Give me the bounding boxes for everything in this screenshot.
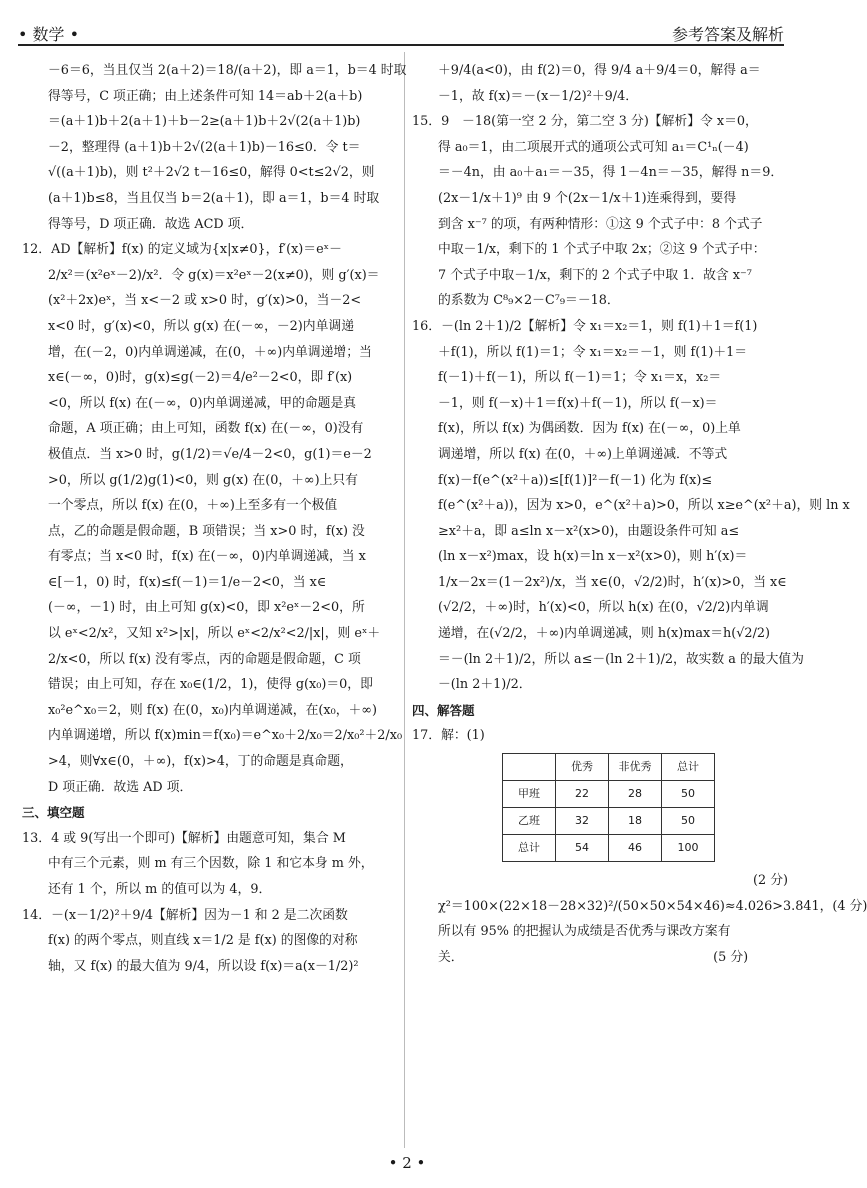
table-row: [503, 808, 715, 835]
right-text-bottom: [412, 868, 867, 970]
text-line: 得等号，C 项正确；由上述条件可知 14＝ab＋2(a＋b): [48, 88, 363, 104]
table-row: [503, 835, 715, 862]
text-line: 得 a₀＝1，由二项展开式的通项公式可知 a₁＝C¹ₙ(－4): [438, 139, 749, 155]
text-line: x∈(－∞，0)时，g(x)≤g(－2)＝4/e²－2<0，即 f′(x): [48, 370, 353, 386]
table-cell: 50: [662, 781, 715, 808]
text-line: ＋9/4(a<0)，由 f(2)＝0，得 9/4 a＋9/4＝0，解得 a＝: [438, 63, 761, 78]
text-line: 以 eˣ<2/x²，又知 x²>|x|，所以 eˣ<2/x²<2/|x|，则 eˣ＋: [48, 626, 381, 642]
text-line: (a＋1)b≤8，当且仅当 b＝2(a＋1)，即 a＝1，b＝4 时取: [48, 190, 380, 206]
text-line: 调递增，所以 f(x) 在(0，＋∞)上单调递减．不等式: [438, 446, 728, 462]
text-line: ＝－(ln 2＋1)/2，所以 a≤－(ln 2＋1)/2，故实数 a 的最大值为: [438, 651, 804, 667]
table-cell: 甲班: [503, 781, 556, 808]
text-line: 有零点；当 x<0 时，f(x) 在(－∞，0)内单调递减，当 x: [48, 549, 366, 565]
text-line: 极值点．当 x>0 时，g(1/2)＝√e/4－2<0，g(1)＝e－2: [48, 446, 372, 462]
text-line: －6＝6，当且仅当 2(a＋2)＝18/(a＋2)，即 a＝1，b＝4 时取: [48, 63, 407, 78]
text-line: 14．－(x－1/2)²＋9/4【解析】因为－1 和 2 是二次函数: [22, 907, 348, 923]
text-line: >0，所以 g(1/2)g(1)<0，则 g(x) 在(0，＋∞)上只有: [48, 472, 358, 488]
text-line: 中取－1/x，剩下的 1 个式子中取 2x；②这 9 个式子中：: [438, 242, 766, 258]
text-line: 15．9 －18(第一空 2 分，第二空 3 分)【解析】令 x＝0，: [412, 114, 758, 130]
text-line: 所以有 95% 的把握认为成绩是否优秀与课改方案有: [438, 924, 731, 940]
table-cell: 32: [556, 808, 609, 835]
table-header-cell: 非优秀: [609, 754, 662, 781]
text-line: χ²＝100×(22×18－28×32)²/(50×50×54×46)≈4.026>3.841，(4 分): [438, 898, 867, 914]
text-line: 点，乙的命题是假命题，B 项错误；当 x>0 时，f(x) 没: [48, 523, 365, 539]
table-row: [503, 781, 715, 808]
page-header: [18, 20, 784, 46]
text-line: 2/x²＝(x²eˣ－2)/x²．令 g(x)＝x²eˣ－2(x≠0)，则 g′(x)＝: [48, 267, 380, 283]
text-line: f(e^(x²＋a))，因为 x>0，e^(x²＋a)>0，所以 x≥e^(x²＋a)，则 ln x: [438, 498, 850, 514]
text-line: 增，在(－2，0)内单调递减，在(0，＋∞)内单调递增；当: [48, 344, 372, 360]
table-cell: 54: [556, 835, 609, 862]
text-line: f(－1)＋f(－1)，所以 f(－1)＝1；令 x₁＝x，x₂＝: [438, 370, 722, 386]
table-cell: 18: [609, 808, 662, 835]
left-column: [22, 58, 407, 979]
right-column: [412, 58, 867, 970]
text-line: (－∞，－1) 时，由上可知 g(x)<0，即 x²eˣ－2<0，所: [48, 600, 365, 616]
table-header-row: [503, 754, 715, 781]
table-cell: 总计: [503, 835, 556, 862]
text-line: 到含 x⁻⁷ 的项，有两种情形：①这 9 个式子中：8 个式子: [438, 216, 763, 232]
text-line: ≥x²＋a，即 a≤ln x－x²(x>0)，由题设条件可知 a≤: [438, 523, 740, 539]
contingency-table: [502, 753, 715, 862]
table-header-cell: [503, 754, 556, 781]
text-line: ＝－4n，由 a₀＋a₁＝－35，得 1－4n＝－35，解得 n＝9．: [438, 165, 784, 181]
text-line: 中有三个元素，则 m 有三个因数，除 1 和它本身 m 外，: [48, 856, 374, 872]
column-divider: [404, 52, 405, 1148]
text-line: D 项正确．故选 AD 项．: [48, 779, 193, 795]
table-cell: 乙班: [503, 808, 556, 835]
section-heading: 四、解答题: [412, 702, 475, 718]
text-line: <0，所以 f(x) 在(－∞，0)内单调递减，甲的命题是真: [48, 395, 357, 411]
text-line: x<0 时，g′(x)<0，所以 g(x) 在(－∞，－2)内单调递: [48, 318, 354, 334]
text-line: －1，则 f(－x)＋1＝f(x)＋f(－1)，所以 f(－x)＝: [438, 395, 718, 411]
header-title: 参考答案及解析: [671, 25, 784, 44]
text-line: >4，则∀x∈(0，＋∞)，f(x)>4，丁的命题是真命题，: [48, 754, 353, 770]
text-line: 17．解：(1): [412, 728, 485, 744]
text-line: 内单调递增，所以 f(x)min＝f(x₀)＝e^x₀＋2/x₀＝2/x₀²＋2/x₀: [48, 728, 403, 744]
table-cell: 100: [662, 835, 715, 862]
text-line: √((a＋1)b)，则 t²＋2√2 t－16≤0，解得 0<t≤2√2，则: [48, 165, 375, 181]
table-cell: 22: [556, 781, 609, 808]
text-line: 的系数为 C⁸₉×2－C⁷₉＝－18．: [438, 293, 620, 309]
text-line: 关． (5 分): [438, 949, 749, 965]
text-line: (√2/2，＋∞)时，h′(x)<0，所以 h(x) 在(0，√2/2)内单调: [438, 600, 769, 616]
text-line: ∈[－1，0) 时，f(x)≤f(－1)＝1/e－2<0，当 x∈: [48, 574, 327, 590]
text-line: 12．AD【解析】f(x) 的定义域为{x|x≠0}，f′(x)＝eˣ－: [22, 242, 342, 258]
table-cell: 50: [662, 808, 715, 835]
right-text-top: [412, 58, 850, 749]
text-line: 轴，又 f(x) 的最大值为 9/4，所以设 f(x)＝a(x－1/2)²: [48, 958, 359, 974]
text-line: 2/x<0，所以 f(x) 没有零点，丙的命题是假命题，C 项: [48, 651, 361, 667]
section-heading: 三、填空题: [22, 805, 85, 821]
text-line: 还有 1 个，所以 m 的值可以为 4，9．: [48, 882, 272, 897]
text-line: (ln x－x²)max，设 h(x)＝ln x－x²(x>0)，则 h′(x)＝: [438, 549, 748, 565]
text-line: ＝(a＋1)b＋2(a＋1)＋b－2≥(a＋1)b＋2√(2(a＋1)b): [48, 114, 361, 130]
text-line: －(ln 2＋1)/2．: [438, 677, 532, 693]
text-line: (2 分): [753, 873, 788, 889]
header-rule: [18, 44, 784, 46]
table-cell: 28: [609, 781, 662, 808]
text-line: 错误；由上可知，存在 x₀∈(1/2，1)，使得 g(x₀)＝0，即: [48, 677, 373, 693]
text-line: (x²＋2x)eˣ，当 x<－2 或 x>0 时，g′(x)>0，当－2<: [48, 293, 362, 309]
text-line: 13．4 或 9(写出一个即可)【解析】由题意可知，集合 M: [22, 830, 346, 846]
text-line: 得等号，D 项正确．故选 ACD 项．: [48, 216, 254, 232]
text-line: 7 个式子中取－1/x，剩下的 2 个式子中取 1．故含 x⁻⁷: [438, 267, 752, 283]
table-cell: 46: [609, 835, 662, 862]
text-line: 一个零点，所以 f(x) 在(0，＋∞)上至多有一个极值: [48, 498, 338, 514]
page-number: • 2 •: [388, 1154, 426, 1172]
text-line: f(x)－f(e^(x²＋a))≤[f(1)]²－f(－1) 化为 f(x)≤: [438, 472, 713, 488]
table-header-cell: 优秀: [556, 754, 609, 781]
text-line: －2，整理得 (a＋1)b＋2√(2(a＋1)b)－16≤0．令 t＝: [48, 139, 361, 155]
text-line: 命题，A 项正确；由上可知，函数 f(x) 在(－∞，0)没有: [48, 421, 364, 437]
text-line: 递增，在(√2/2，＋∞)内单调递减，则 h(x)max＝h(√2/2): [438, 626, 771, 642]
text-line: f(x)，所以 f(x) 为偶函数．因为 f(x) 在(－∞，0)上单: [438, 421, 741, 437]
text-line: f(x) 的两个零点，则直线 x＝1/2 是 f(x) 的图像的对称: [48, 933, 358, 949]
table-header-cell: 总计: [662, 754, 715, 781]
text-line: 16．－(ln 2＋1)/2【解析】令 x₁＝x₂＝1，则 f(1)＋1＝f(1): [412, 318, 758, 334]
subject-label: • 数学 •: [18, 25, 80, 44]
text-line: (2x－1/x＋1)⁹ 由 9 个(2x－1/x＋1)连乘得到，要得: [438, 190, 737, 206]
text-line: 1/x－2x＝(1－2x²)/x，当 x∈(0，√2/2)时，h′(x)>0，当 x∈: [438, 574, 787, 590]
text-line: －1，故 f(x)＝－(x－1/2)²＋9/4．: [438, 88, 639, 104]
text-line: ＋f(1)，所以 f(1)＝1；令 x₁＝x₂＝－1，则 f(1)＋1＝: [438, 344, 748, 360]
text-line: x₀²e^x₀＝2，则 f(x) 在(0，x₀)内单调递减，在(x₀，＋∞): [48, 702, 377, 718]
